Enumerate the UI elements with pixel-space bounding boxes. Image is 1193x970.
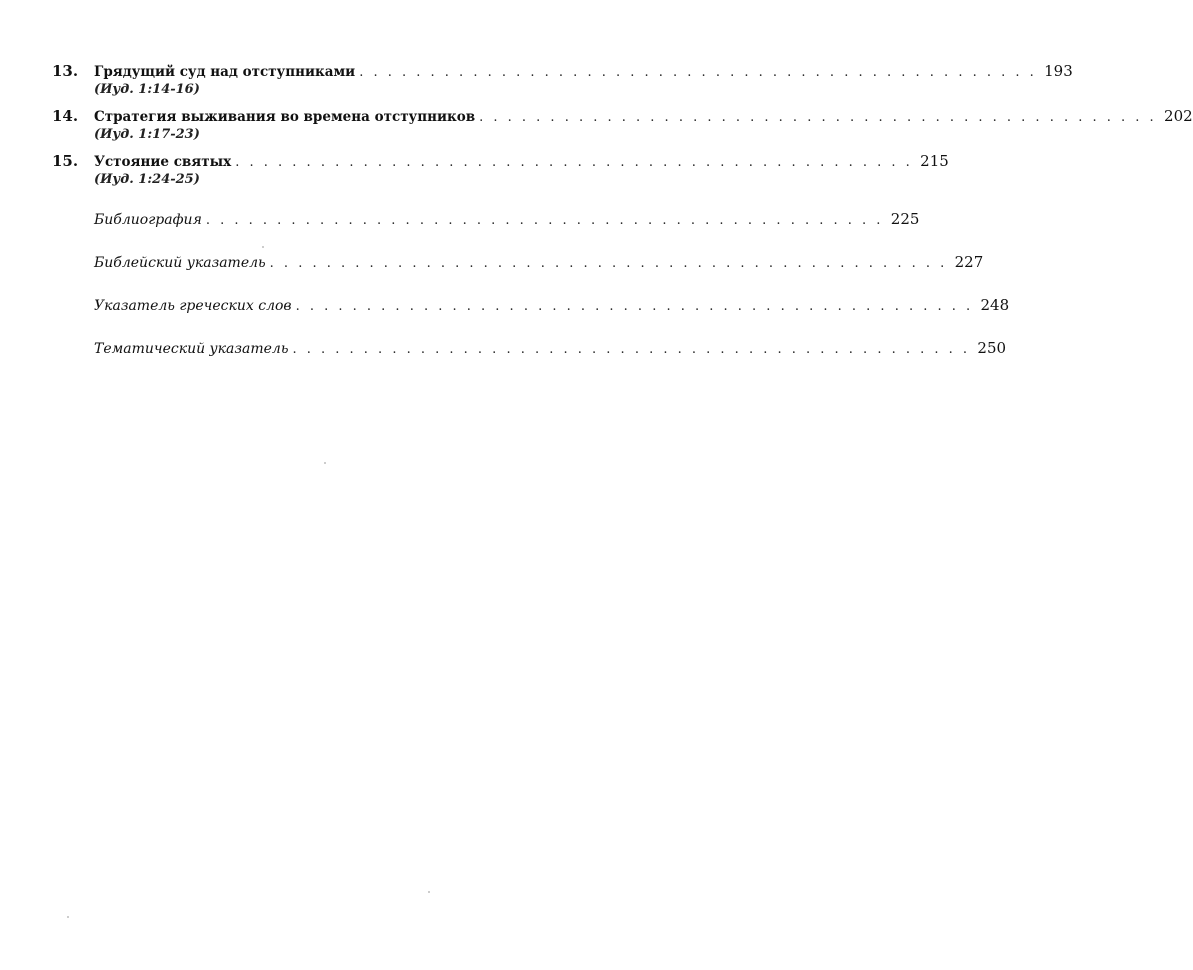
dot-leader: . . . . . . . . . . . . . . . . . . . . . . . . . . . . . . . . . . . . . . . . . . . . . . . . — [479, 110, 1157, 125]
toc-entry-line — [52, 208, 920, 230]
scripture-reference: (Иуд. 1:14-16) — [94, 82, 200, 97]
scan-speck — [67, 916, 69, 918]
toc-entry-line — [52, 60, 1073, 82]
toc-entry-scripture-index[interactable] — [52, 251, 984, 273]
toc-entry-subject-index[interactable] — [52, 337, 1007, 359]
chapter-title: Грядущий суд над отступниками — [94, 64, 356, 80]
page-number: 202 — [1164, 107, 1193, 125]
scan-speck — [262, 246, 264, 248]
toc-entry-greek-index[interactable] — [52, 294, 1010, 316]
page-number: 248 — [980, 296, 1010, 314]
chapter-title: Стратегия выживания во времена отступников — [94, 109, 476, 125]
scan-speck — [324, 462, 326, 464]
chapter-title: Устояние святых — [94, 154, 232, 170]
scripture-reference: (Иуд. 1:17-23) — [94, 127, 200, 142]
toc-entry-chapter-13[interactable] — [52, 60, 1073, 98]
toc-entry-line — [52, 251, 984, 273]
chapter-number: 15. — [52, 152, 79, 170]
dot-leader: . . . . . . . . . . . . . . . . . . . . . . . . . . . . . . . . . . . . . . . . . . . . . . . . — [205, 213, 884, 228]
chapter-number: 13. — [52, 62, 79, 80]
entry-title: Библиография — [94, 212, 202, 228]
entry-title: Библейский указатель — [94, 255, 266, 271]
table-of-contents — [52, 60, 1193, 380]
toc-entry-line — [52, 337, 1007, 359]
page-number: 227 — [954, 253, 984, 271]
dot-leader: . . . . . . . . . . . . . . . . . . . . . . . . . . . . . . . . . . . . . . . . . . . . . . . . — [269, 256, 948, 271]
toc-entry-bibliography[interactable] — [52, 208, 920, 230]
page-number: 225 — [890, 210, 920, 228]
page-number: 215 — [920, 152, 949, 170]
dot-leader: . . . . . . . . . . . . . . . . . . . . . . . . . . . . . . . . . . . . . . . . . . . . . . . . — [295, 299, 974, 314]
scripture-reference: (Иуд. 1:24-25) — [94, 172, 200, 187]
toc-entry-line — [52, 150, 949, 172]
toc-entry-chapter-14[interactable] — [52, 105, 1193, 143]
dot-leader: . . . . . . . . . . . . . . . . . . . . . . . . . . . . . . . . . . . . . . . . . . . . . . . . — [235, 155, 913, 170]
entry-title: Тематический указатель — [94, 341, 289, 357]
toc-entry-chapter-15[interactable] — [52, 150, 949, 188]
entry-title: Указатель греческих слов — [94, 298, 292, 314]
page-number: 193 — [1044, 62, 1073, 80]
toc-entry-line — [52, 105, 1193, 127]
toc-entry-line — [52, 294, 1010, 316]
chapter-number: 14. — [52, 107, 79, 125]
page-number: 250 — [977, 339, 1007, 357]
scan-speck — [428, 891, 430, 893]
dot-leader: . . . . . . . . . . . . . . . . . . . . . . . . . . . . . . . . . . . . . . . . . . . . . . . . — [359, 65, 1037, 80]
dot-leader: . . . . . . . . . . . . . . . . . . . . . . . . . . . . . . . . . . . . . . . . . . . . . . . . — [292, 342, 971, 357]
